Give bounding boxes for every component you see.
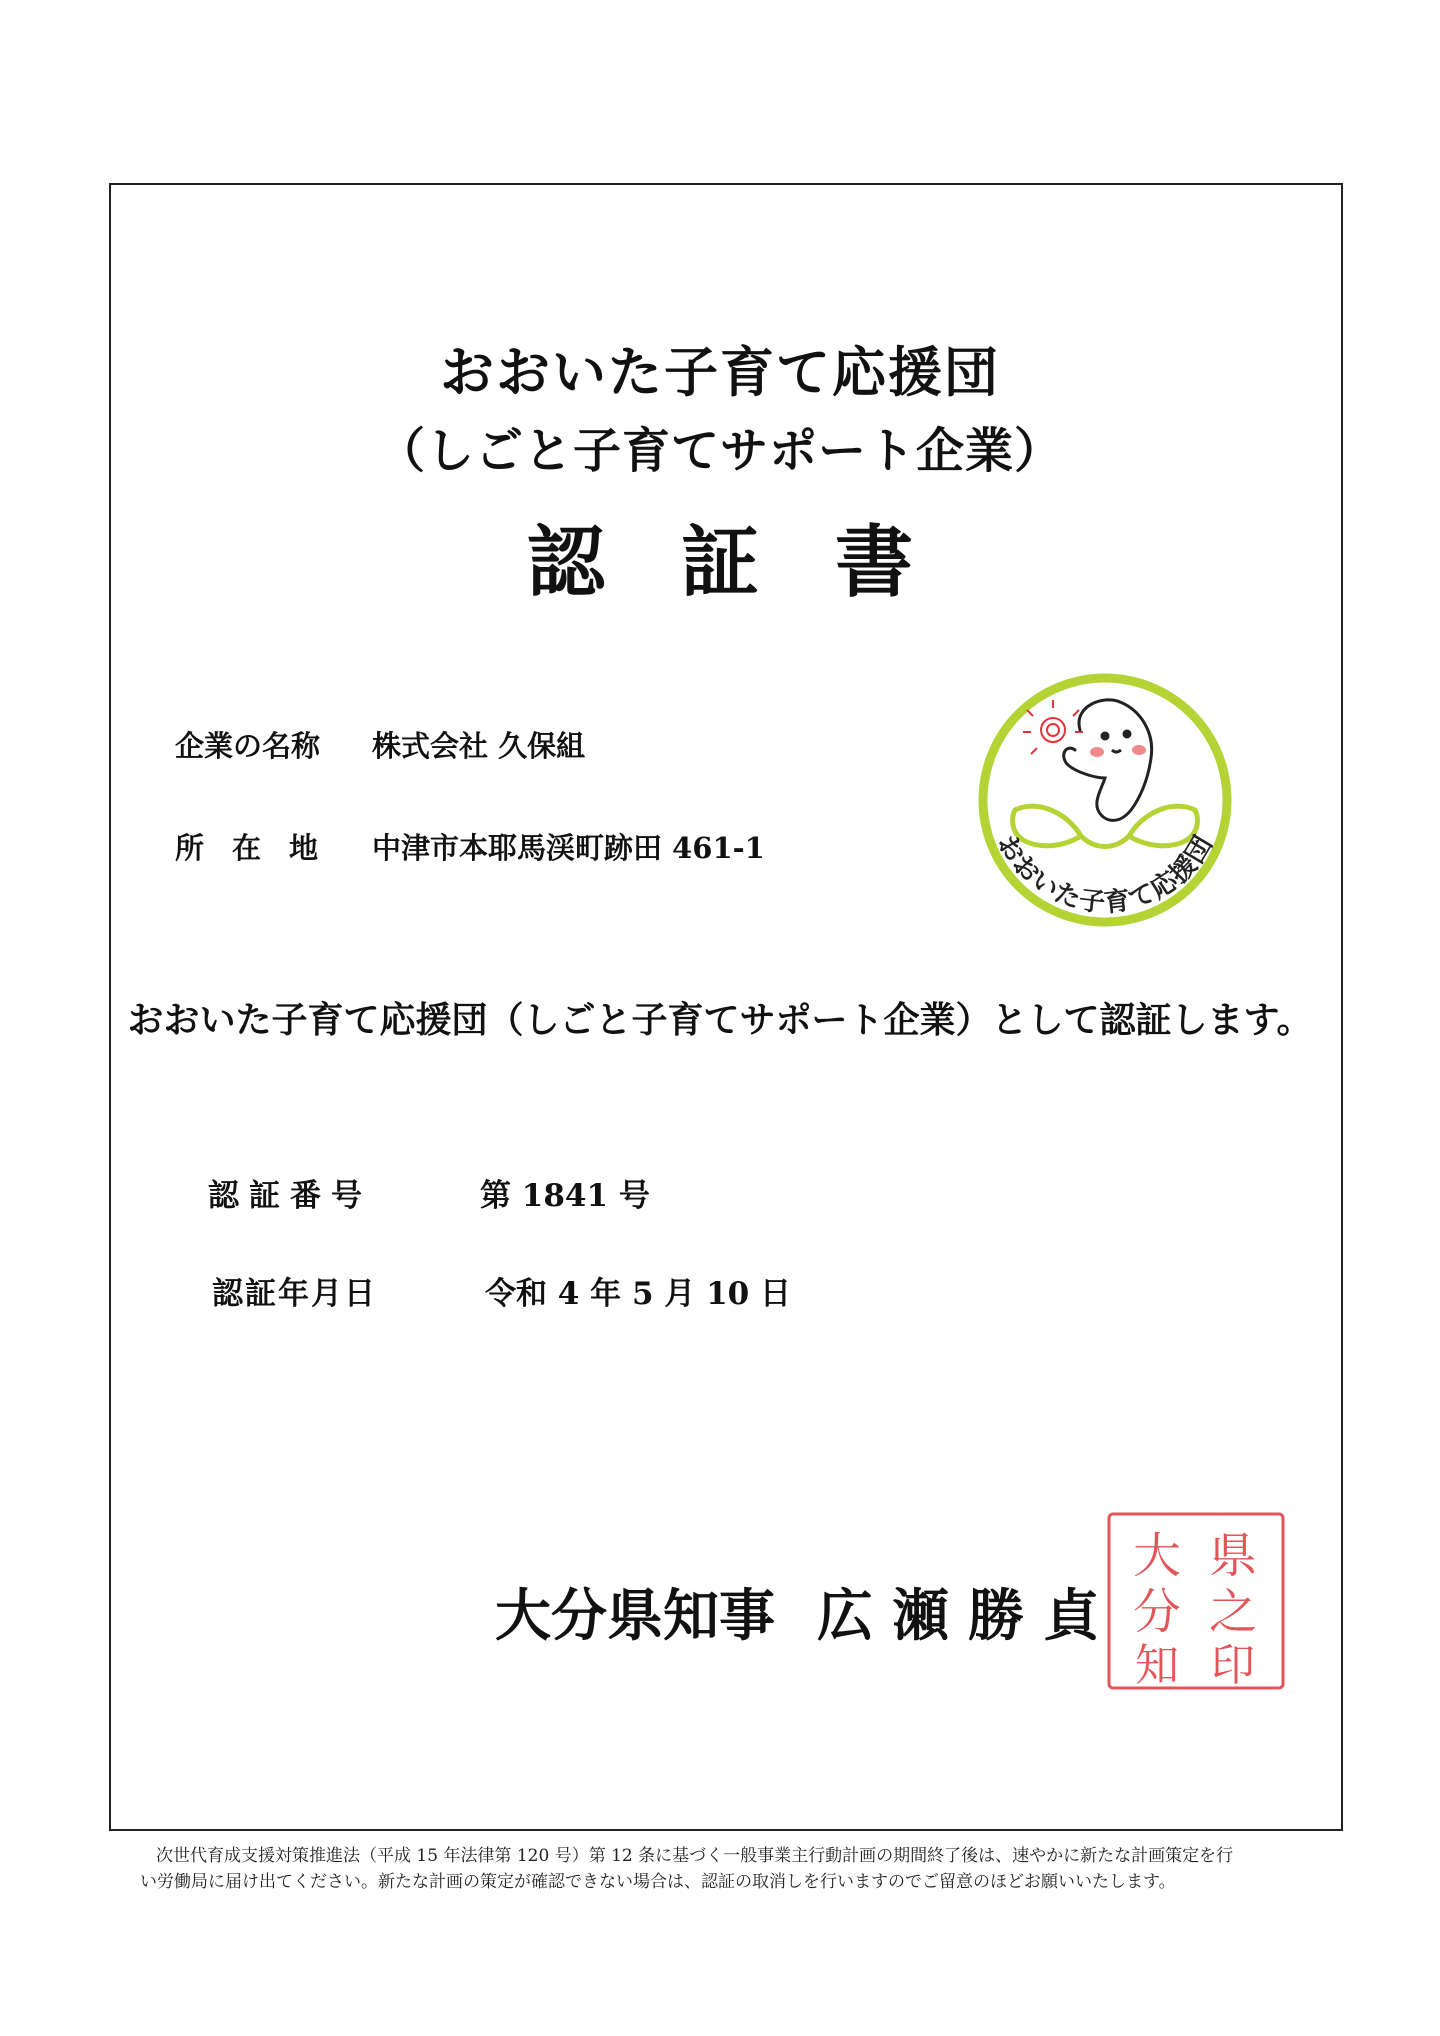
signer-name: 広 瀬 勝 貞 bbox=[817, 1583, 1100, 1649]
address-value: 中津市本耶馬渓町跡田 461-1 bbox=[372, 831, 765, 865]
kosodate-ouendan-logo bbox=[955, 660, 1255, 960]
heading-char: 証 bbox=[680, 517, 759, 608]
certification-statement: おおいた子育て応援団（しごと子育てサポート企業）として認証します。 bbox=[127, 999, 1313, 1041]
cert-date-label: 認証年月日 bbox=[212, 1276, 377, 1312]
footer-notice bbox=[140, 1843, 1318, 1895]
footer-notice-line2: い労働局に届け出てください。新たな計画の策定が確認できない場合は、認証の取消しを行いますのでご留意のほどお願いいたします。 bbox=[140, 1872, 1176, 1892]
certificate-title-line2: （しごと子育てサポート企業） bbox=[376, 423, 1063, 479]
certificate-title-line1: おおいた子育て応援団 bbox=[440, 340, 1000, 404]
logo-caption: おおいた子育て応援団 bbox=[990, 830, 1220, 919]
seal-character: 印 bbox=[1211, 1640, 1255, 1691]
cert-date-value: 令和 4 年 5 月 10 日 bbox=[485, 1276, 792, 1312]
company-name-value: 株式会社 久保組 bbox=[372, 729, 586, 763]
certificate-heading bbox=[0, 500, 1440, 612]
cert-number-label: 認証番号 bbox=[208, 1178, 372, 1214]
signer-title: 大分県知事 bbox=[495, 1583, 775, 1649]
heading-char: 認 bbox=[526, 517, 605, 608]
company-name-label: 企業の名称 bbox=[175, 729, 321, 763]
seal-character: 分 bbox=[1132, 1584, 1182, 1640]
governor-seal-stamp bbox=[1105, 1510, 1287, 1692]
seal-character: 之 bbox=[1208, 1584, 1258, 1640]
cert-number-value: 第 1841 号 bbox=[480, 1178, 650, 1214]
address-label: 所在地 bbox=[175, 831, 347, 865]
baby-character-icon bbox=[1064, 700, 1152, 821]
sun-icon bbox=[1023, 700, 1083, 754]
seal-character: 知 bbox=[1135, 1640, 1179, 1691]
seal-character: 大 bbox=[1132, 1528, 1182, 1584]
footer-notice-line1: 次世代育成支援対策推進法（平成 15 年法律第 120 号）第 12 条に基づく一般事業主行動計画の期間終了後は、速やかに新たな計画策定を行 bbox=[156, 1846, 1234, 1866]
hands-icon bbox=[1013, 806, 1198, 846]
signer bbox=[495, 1572, 1100, 1652]
cheek-right bbox=[1132, 745, 1146, 755]
heading-char: 書 bbox=[835, 517, 914, 608]
logo-ring bbox=[983, 678, 1227, 922]
cheek-left bbox=[1090, 747, 1104, 757]
seal-character: 県 bbox=[1208, 1528, 1258, 1584]
